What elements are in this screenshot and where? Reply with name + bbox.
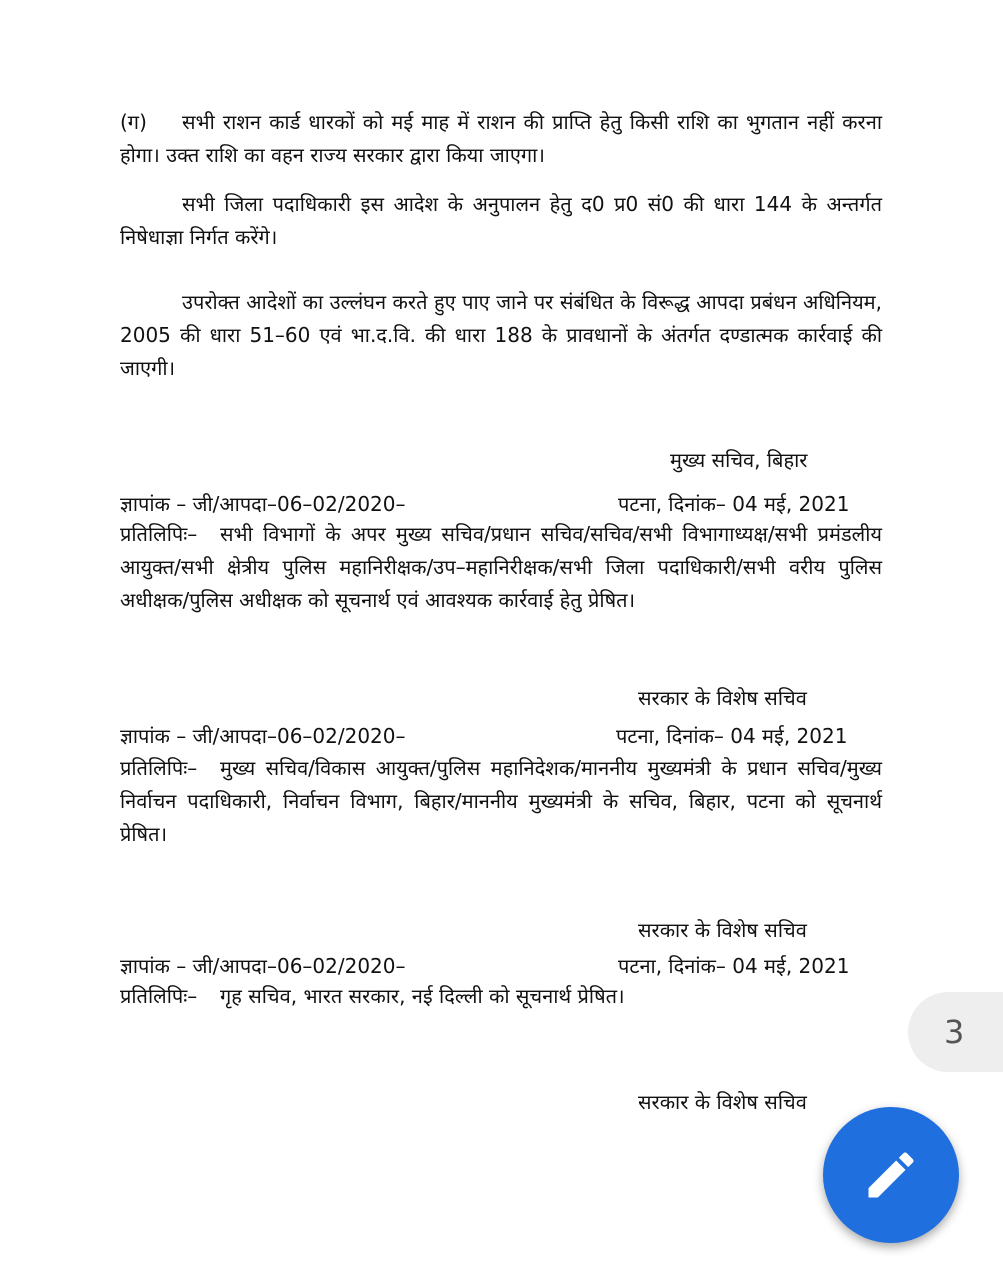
pencil-icon (861, 1145, 921, 1205)
memo-1-signature: सरकार के विशेष सचिव (638, 686, 807, 710)
memo-3-signature: सरकार के विशेष सचिव (638, 1090, 807, 1114)
paragraph-g-label: (ग) (120, 110, 147, 134)
paragraph-district-order-text: सभी जिला पदाधिकारी इस आदेश के अनुपालन हेतु द0 प्र0 सं0 की धारा 144 के अन्तर्गत निषेधाज्ञा निर्गत करेंगे। (120, 192, 882, 249)
paragraph-violation (120, 286, 882, 385)
memo-2-signature: सरकार के विशेष सचिव (638, 918, 807, 942)
memo-3-copy-label: प्रतिलिपिः– (120, 984, 198, 1008)
memo-2-date: पटना, दिनांक– 04 मई, 2021 (616, 724, 848, 748)
memo-1-copy (120, 518, 882, 617)
memo-2-number: ज्ञापांक – जी/आपदा–06–02/2020– (120, 724, 406, 748)
memo-3-date: पटना, दिनांक– 04 मई, 2021 (618, 954, 850, 978)
memo-3-number: ज्ञापांक – जी/आपदा–06–02/2020– (120, 954, 406, 978)
page-number-indicator: 3 (908, 992, 1003, 1072)
memo-3-copy-text: गृह सचिव, भारत सरकार, नई दिल्ली को सूचनार्थ प्रेषित। (220, 984, 625, 1008)
memo-1-copy-label: प्रतिलिपिः– (120, 522, 198, 546)
memo-2-copy-text: मुख्य सचिव/विकास आयुक्त/पुलिस महानिदेशक/माननीय मुख्यमंत्री के प्रधान सचिव/मुख्य निर्वाचन पदाधिकारी, निर्वाचन विभाग, बिहार/माननीय मुख्यमंत्री के सचिव, बिहार, पटना को सूचनार्थ प्रेषित। (120, 756, 882, 846)
memo-1-copy-text: सभी विभागों के अपर मुख्य सचिव/प्रधान सचिव/सचिव/सभी विभागाध्यक्ष/सभी प्रमंडलीय आयुक्त/सभी क्षेत्रीय पुलिस महानिरीक्षक/उप–महानिरीक्षक/सभी जिला पदाधिकारी/सभी वरीय पुलिस अधीक्षक/पुलिस अधीक्षक को सूचनार्थ एवं आवश्यक कार्रवाई हेतु प्रेषित। (120, 522, 882, 612)
paragraph-violation-text: उपरोक्त आदेशों का उल्लंघन करते हुए पाए जाने पर संबंधित के विरूद्ध आपदा प्रबंधन अधिनियम, 2005 की धारा 51–60 एवं भा.द.वि. की धारा 188 के प्रावधानों के अंतर्गत दण्डात्मक कार्रवाई की जाएगी। (120, 290, 882, 380)
paragraph-g-text: सभी राशन कार्ड धारकों को मई माह में राशन की प्राप्ति हेतु किसी राशि का भुगतान नहीं करना होगा। उक्त राशि का वहन राज्य सरकार द्वारा किया जाएगा। (120, 110, 882, 167)
paragraph-district-order (120, 188, 882, 254)
memo-1-number: ज्ञापांक – जी/आपदा–06–02/2020– (120, 492, 406, 516)
memo-3-copy (120, 980, 882, 1013)
memo-2-copy (120, 752, 882, 851)
edit-button[interactable] (823, 1107, 959, 1243)
memo-2-copy-label: प्रतिलिपिः– (120, 756, 198, 780)
signature-chief-secretary: मुख्य सचिव, बिहार (670, 448, 808, 472)
memo-1-date: पटना, दिनांक– 04 मई, 2021 (618, 492, 850, 516)
paragraph-g (120, 106, 882, 172)
